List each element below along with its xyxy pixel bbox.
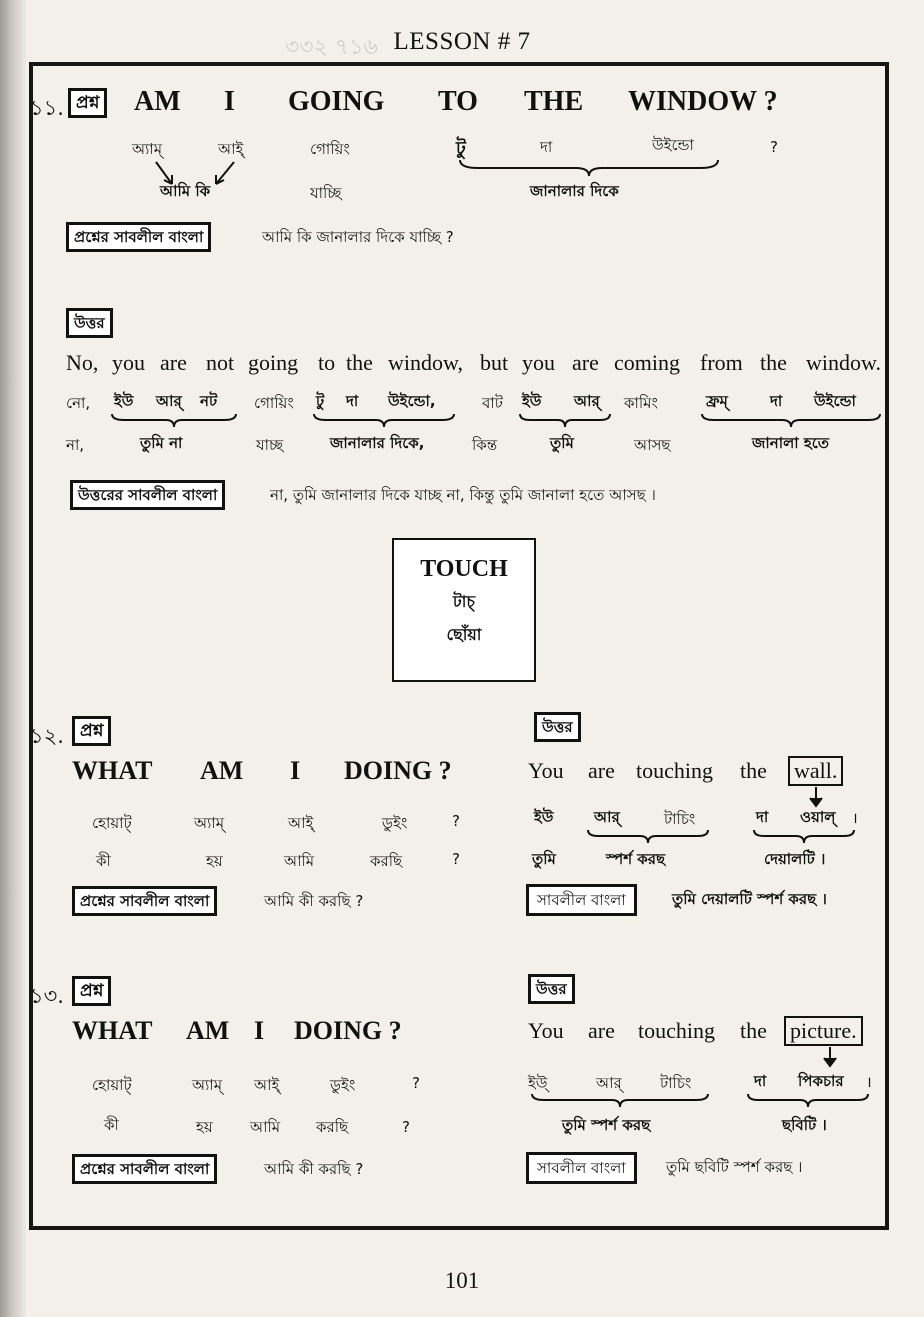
q11-ans-brace-4 bbox=[700, 412, 884, 430]
q13-ans-3: touching bbox=[638, 1018, 715, 1043]
q11-ans-meaning-3: যাচ্ছ bbox=[256, 436, 284, 454]
book-spine-shadow bbox=[0, 0, 26, 1317]
q13-pron-4: ডুইং bbox=[330, 1076, 356, 1094]
q13-pron-1: হোয়াট্ bbox=[92, 1076, 132, 1094]
q11-meaning-2: যাচ্ছি bbox=[310, 184, 342, 202]
q11-ans-1: No, bbox=[66, 350, 99, 375]
q12-meaning-4: করছি bbox=[370, 852, 403, 870]
q12-meaning-1: কী bbox=[96, 852, 111, 870]
q11-ans-brace-2 bbox=[312, 412, 458, 430]
q11-answer-fluent-text: না, তুমি জানালার দিকে যাচ্ছ না, কিন্তু তুমি জানালা হতে আসছ । bbox=[270, 486, 656, 504]
q13-word-4: DOING ? bbox=[294, 1016, 402, 1045]
q11-ans-15: window. bbox=[806, 350, 881, 375]
q11-brace bbox=[458, 158, 720, 178]
q12-number: ১২. bbox=[30, 724, 64, 748]
q13-ans-brace-1 bbox=[530, 1092, 712, 1110]
q13-fluent-tag: প্রশ্নের সাবলীল বাংলা bbox=[72, 1154, 217, 1184]
q11-ans-meaning-2: তুমি না bbox=[140, 434, 183, 452]
q13-ans-meaning-2: ছবিটি । bbox=[782, 1116, 827, 1134]
q13-ans-5-boxed: picture. bbox=[784, 1016, 863, 1046]
q11-ans-pron-10: ইউ bbox=[522, 392, 542, 410]
q11-ans-pron-15: উইন্ডো bbox=[814, 392, 856, 410]
q11-ans-5: going bbox=[248, 350, 299, 375]
q12-word-1: WHAT bbox=[72, 756, 153, 785]
q11-pron-6: উইন্ডো bbox=[652, 136, 694, 154]
q13-ans-2: are bbox=[588, 1018, 615, 1043]
q11-ans-meaning-4: জানালার দিকে, bbox=[330, 434, 425, 452]
q12-meaning-3: আমি bbox=[284, 852, 315, 870]
q12-ans-1: You bbox=[528, 758, 564, 783]
q13-meaning-2: হয় bbox=[196, 1118, 213, 1136]
q11-pron-3: গোয়িং bbox=[310, 140, 350, 158]
q11-ans-brace-3 bbox=[518, 412, 614, 430]
q11-ans-pron-9: বাট bbox=[482, 394, 503, 412]
q13-word-1: WHAT bbox=[72, 1016, 153, 1045]
q12-pron-4: ডুইং bbox=[382, 814, 408, 832]
q13-ans-pron-6: । bbox=[866, 1073, 872, 1091]
q13-meaning-5: ? bbox=[402, 1118, 410, 1136]
q11-ans-meaning-8: জানালা হতে bbox=[752, 434, 829, 452]
q13-ans-pron-4: দা bbox=[754, 1072, 767, 1090]
q12-pron-1: হোয়াট্ bbox=[92, 814, 132, 832]
q11-number: ১১. bbox=[30, 96, 64, 120]
q12-ans-meaning-3: দেয়ালটি । bbox=[764, 850, 826, 868]
q11-answer-fluent-tag: উত্তরের সাবলীল বাংলা bbox=[70, 480, 225, 510]
q12-fluent-tag: প্রশ্নের সাবলীল বাংলা bbox=[72, 886, 217, 916]
q11-ans-pron-12: কামিং bbox=[624, 394, 658, 412]
q12-pron-2: অ্যাম্ bbox=[194, 814, 225, 832]
q12-ans-2: are bbox=[588, 758, 615, 783]
q13-answer-fluent-tag: সাবলীল বাংলা bbox=[526, 1152, 637, 1184]
vocab-pronunciation: টাচ্ bbox=[453, 592, 475, 611]
q11-ans-pron-3: আর্ bbox=[156, 392, 182, 410]
q13-number: ১৩. bbox=[30, 984, 64, 1008]
q12-word-4: DOING ? bbox=[344, 756, 452, 785]
q12-ans-pron-1: ইউ bbox=[534, 808, 554, 826]
q11-ans-pron-1: নো, bbox=[66, 394, 91, 412]
q11-word-4: TO bbox=[438, 86, 478, 117]
q13-ans-1: You bbox=[528, 1018, 564, 1043]
q12-ans-pron-4: দা bbox=[756, 808, 769, 826]
q12-ans-brace-2 bbox=[752, 828, 858, 846]
q12-ans-pron-2: আর্ bbox=[594, 808, 620, 826]
q11-question-tag: প্রশ্ন bbox=[68, 88, 107, 118]
q12-ans-4: the bbox=[740, 758, 767, 783]
vocab-word: TOUCH bbox=[420, 556, 508, 582]
q12-answer-tag: উত্তর bbox=[534, 712, 581, 742]
q11-ans-7: the bbox=[346, 350, 373, 375]
q13-ans-meaning-1: তুমি স্পর্শ করছ bbox=[562, 1116, 651, 1134]
q13-pron-3: আই্ bbox=[254, 1076, 280, 1094]
q11-pron-7: ? bbox=[770, 138, 778, 156]
q11-fluent-tag: প্রশ্নের সাবলীল বাংলা bbox=[66, 222, 211, 252]
q12-ans-meaning-1: তুমি bbox=[532, 850, 556, 868]
q13-ans-pron-3: টাচিং bbox=[660, 1074, 692, 1092]
q11-meaning-1: আমি কি bbox=[160, 182, 211, 200]
q11-ans-8: window, bbox=[388, 350, 463, 375]
q13-ans-4: the bbox=[740, 1018, 767, 1043]
q13-ans-brace-2 bbox=[746, 1092, 874, 1110]
bleed-through-text: ৩৩২ ৭১৬ bbox=[285, 35, 378, 60]
q11-pron-1: অ্যাম্ bbox=[132, 140, 163, 158]
q13-pron-2: অ্যাম্ bbox=[192, 1076, 223, 1094]
q11-ans-pron-13: ফ্রম্ bbox=[706, 392, 728, 410]
q13-pron-5: ? bbox=[412, 1074, 420, 1092]
q13-ans-pron-5: পিকচার bbox=[798, 1072, 844, 1090]
q11-ans-pron-14: দা bbox=[770, 392, 783, 410]
q12-down-arrow bbox=[806, 786, 826, 808]
q11-ans-14: the bbox=[760, 350, 787, 375]
q13-meaning-4: করছি bbox=[316, 1118, 349, 1136]
q11-meaning-3: জানালার দিকে bbox=[530, 182, 619, 200]
q12-ans-brace-1 bbox=[586, 828, 712, 846]
q12-ans-pron-6: । bbox=[852, 809, 858, 827]
q11-ans-pron-5: গোয়িং bbox=[254, 394, 294, 412]
q13-ans-pron-1: ইউ্ bbox=[528, 1074, 548, 1092]
q11-answer-tag: উত্তর bbox=[66, 308, 113, 338]
q11-ans-pron-2: ইউ bbox=[114, 392, 134, 410]
q13-down-arrow bbox=[820, 1046, 840, 1068]
q12-answer-fluent-text: তুমি দেয়ালটি স্পর্শ করছ । bbox=[672, 890, 827, 908]
vocab-box bbox=[392, 538, 536, 682]
q11-fluent-text: আমি কি জানালার দিকে যাচ্ছি ? bbox=[262, 228, 454, 246]
q11-word-2: I bbox=[224, 86, 235, 117]
vocab-meaning: ছোঁয়া bbox=[446, 625, 482, 644]
q13-meaning-1: কী bbox=[104, 1116, 119, 1134]
q12-pron-5: ? bbox=[452, 812, 460, 830]
q13-meaning-3: আমি bbox=[250, 1118, 281, 1136]
q11-ans-pron-7: দা bbox=[346, 392, 359, 410]
q11-word-5: THE bbox=[524, 86, 584, 117]
q11-ans-2: you bbox=[112, 350, 145, 375]
q11-ans-10: you bbox=[522, 350, 555, 375]
q13-question-tag: প্রশ্ন bbox=[72, 976, 111, 1006]
q11-ans-meaning-1: না, bbox=[66, 436, 85, 454]
q11-word-3: GOING bbox=[288, 86, 385, 117]
q11-ans-pron-4: নট bbox=[200, 392, 218, 410]
q11-pron-4: টু bbox=[456, 138, 466, 159]
q13-fluent-text: আমি কী করছি ? bbox=[264, 1160, 364, 1178]
q11-ans-pron-11: আর্ bbox=[574, 392, 600, 410]
q11-ans-meaning-6: তুমি bbox=[550, 434, 574, 452]
q13-answer-fluent-text: তুমি ছবিটি স্পর্শ করছ । bbox=[666, 1158, 803, 1176]
q11-ans-3: are bbox=[160, 350, 187, 375]
q12-ans-3: touching bbox=[636, 758, 713, 783]
q12-ans-meaning-2: স্পর্শ করছ bbox=[606, 850, 666, 868]
q11-ans-6: to bbox=[318, 350, 336, 375]
q12-meaning-2: হয় bbox=[206, 852, 223, 870]
q12-pron-3: আই্ bbox=[288, 814, 314, 832]
q13-ans-pron-2: আর্ bbox=[596, 1074, 622, 1092]
q11-pron-5: দা bbox=[540, 138, 553, 156]
q12-word-2: AM bbox=[200, 756, 244, 785]
q11-ans-13: from bbox=[700, 350, 743, 375]
q12-ans-pron-3: টাচিং bbox=[664, 810, 696, 828]
q12-word-3: I bbox=[290, 756, 301, 785]
q12-fluent-text: আমি কী করছি ? bbox=[264, 892, 364, 910]
q13-word-3: I bbox=[254, 1016, 265, 1045]
q13-answer-tag: উত্তর bbox=[528, 974, 575, 1004]
q12-ans-5-boxed: wall. bbox=[788, 756, 843, 786]
q12-meaning-5: ? bbox=[452, 850, 460, 868]
page-number: 101 bbox=[444, 1268, 480, 1293]
q13-word-2: AM bbox=[186, 1016, 230, 1045]
q11-ans-4: not bbox=[206, 350, 235, 375]
q12-question-tag: প্রশ্ন bbox=[72, 716, 111, 746]
q11-word-1: AM bbox=[134, 86, 181, 117]
q12-answer-fluent-tag: সাবলীল বাংলা bbox=[526, 884, 637, 916]
q11-ans-12: coming bbox=[614, 350, 680, 375]
q11-ans-pron-8: উইন্ডো, bbox=[388, 392, 436, 410]
q11-ans-brace-1 bbox=[110, 412, 240, 430]
q11-ans-meaning-7: আসছ bbox=[634, 436, 671, 454]
q11-ans-pron-6: টু bbox=[316, 392, 325, 410]
q11-ans-9: but bbox=[480, 350, 509, 375]
q11-word-6: WINDOW ? bbox=[628, 86, 778, 117]
q11-pron-2: আই্ bbox=[218, 140, 244, 158]
lesson-title: LESSON # 7 bbox=[393, 28, 531, 55]
q11-ans-11: are bbox=[572, 350, 599, 375]
q11-ans-meaning-5: কিন্ত bbox=[472, 436, 498, 454]
q12-ans-pron-5: ওয়াল্ bbox=[800, 808, 836, 826]
